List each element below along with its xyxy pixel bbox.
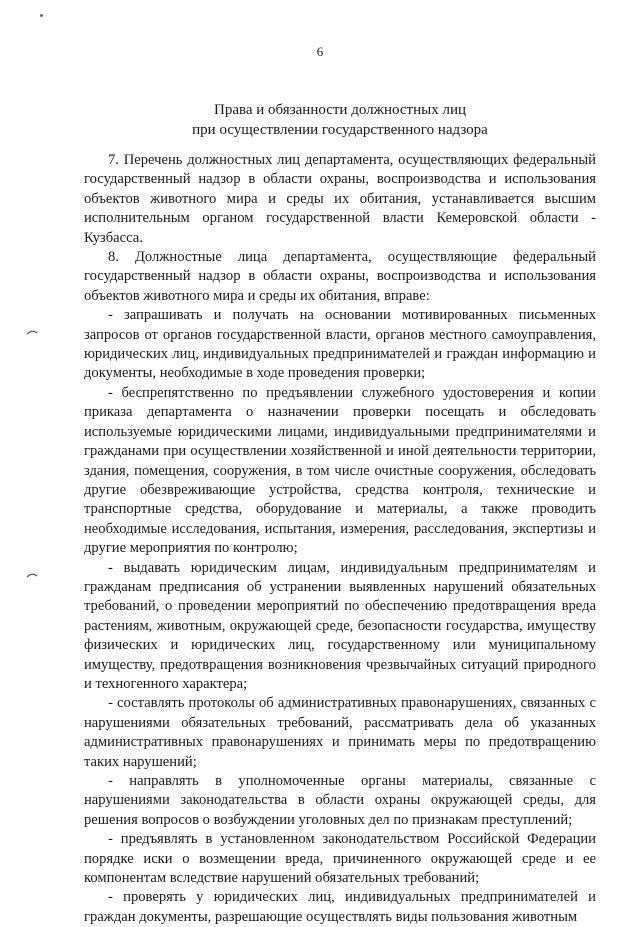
section-heading-line: Права и обязанности должностных лиц (213, 102, 466, 118)
section-heading (90, 100, 590, 140)
section-heading-line: при осуществлении государственного надзора (192, 122, 488, 138)
paragraph-8: 8. Должностные лица департамента, осуществляющие федеральный государственный надзор в области охраны, воспроизводства и использования объектов животного мира и среды их обитания, вправе: (84, 249, 596, 304)
list-item: - беспрепятственно по предъявлении служебного удостоверения и копии приказа департамента о назначении проверки посещать и обследовать используемые юридическими лицами, индивидуальными предпринимателями и гражданами при осуществлении хозяйственной и иной деятельности территории, здания, помещения, сооружения, в том числе очистные сооружения, обследовать другие обезвреживающие устройства, средства контроля, технические и транспортные средства, оборудование и материалы, а также проводить необходимые исследования, испытания, измерения, расследования, экспертизы и другие мероприятия по контролю; (84, 384, 596, 557)
paragraph-7: 7. Перечень должностных лиц департамента, осуществляющих федеральный государственный надзор в области охраны, воспроизводства и использования объектов животного мира и среды их обитания, устанавливается высшим исполнительным органом государственной власти Кемеровской области - Кузбасса. (84, 152, 596, 246)
list-item: - направлять в уполномоченные органы материалы, связанные с нарушениями законодательства в области охраны окружающей среды, для решения вопросов о возбуждении уголовных дел по признакам преступлений; (84, 773, 596, 828)
list-item: - запрашивать и получать на основании мотивированных письменных запросов от органов государственной власти, органов местного самоуправления, юридических лиц, индивидуальных предпринимателей и граждан информацию и документы, необходимые в ходе проведения проверки; (84, 307, 596, 382)
page-number: 6 (316, 44, 324, 59)
scan-artifact-dot (40, 14, 43, 17)
body-text (84, 151, 596, 927)
scan-artifact-mark (26, 329, 38, 335)
list-item: - составлять протоколы об административных правонарушениях, связанных с нарушениями обязательных требований, рассматривать дела об указанных административных правонарушениях и принимать меры по предотвращению таких нарушений; (84, 695, 596, 770)
list-item: - предъявлять в установленном законодательством Российской Федерации порядке иски о возмещении вреда, причиненного окружающей среде и ее компонентам вследствие нарушений обязательных требований; (84, 831, 596, 887)
list-item: - проверять у юридических лиц, индивидуальных предпринимателей и граждан документы, разрешающие осуществлять виды пользования животным (84, 889, 596, 925)
scan-artifact-mark (26, 572, 38, 578)
list-item: - выдавать юридическим лицам, индивидуальным предпринимателям и гражданам предписания об устранении выявленных нарушений обязательных требований, о проведении мероприятий по обеспечению предотвращения вреда растениям, животным, окружающей среде, безопасности государства, имуществу физических и юридических лиц, государственному или муниципальному имуществу, предотвращения возникновения чрезвычайных ситуаций природного и техногенного характера; (84, 559, 596, 692)
